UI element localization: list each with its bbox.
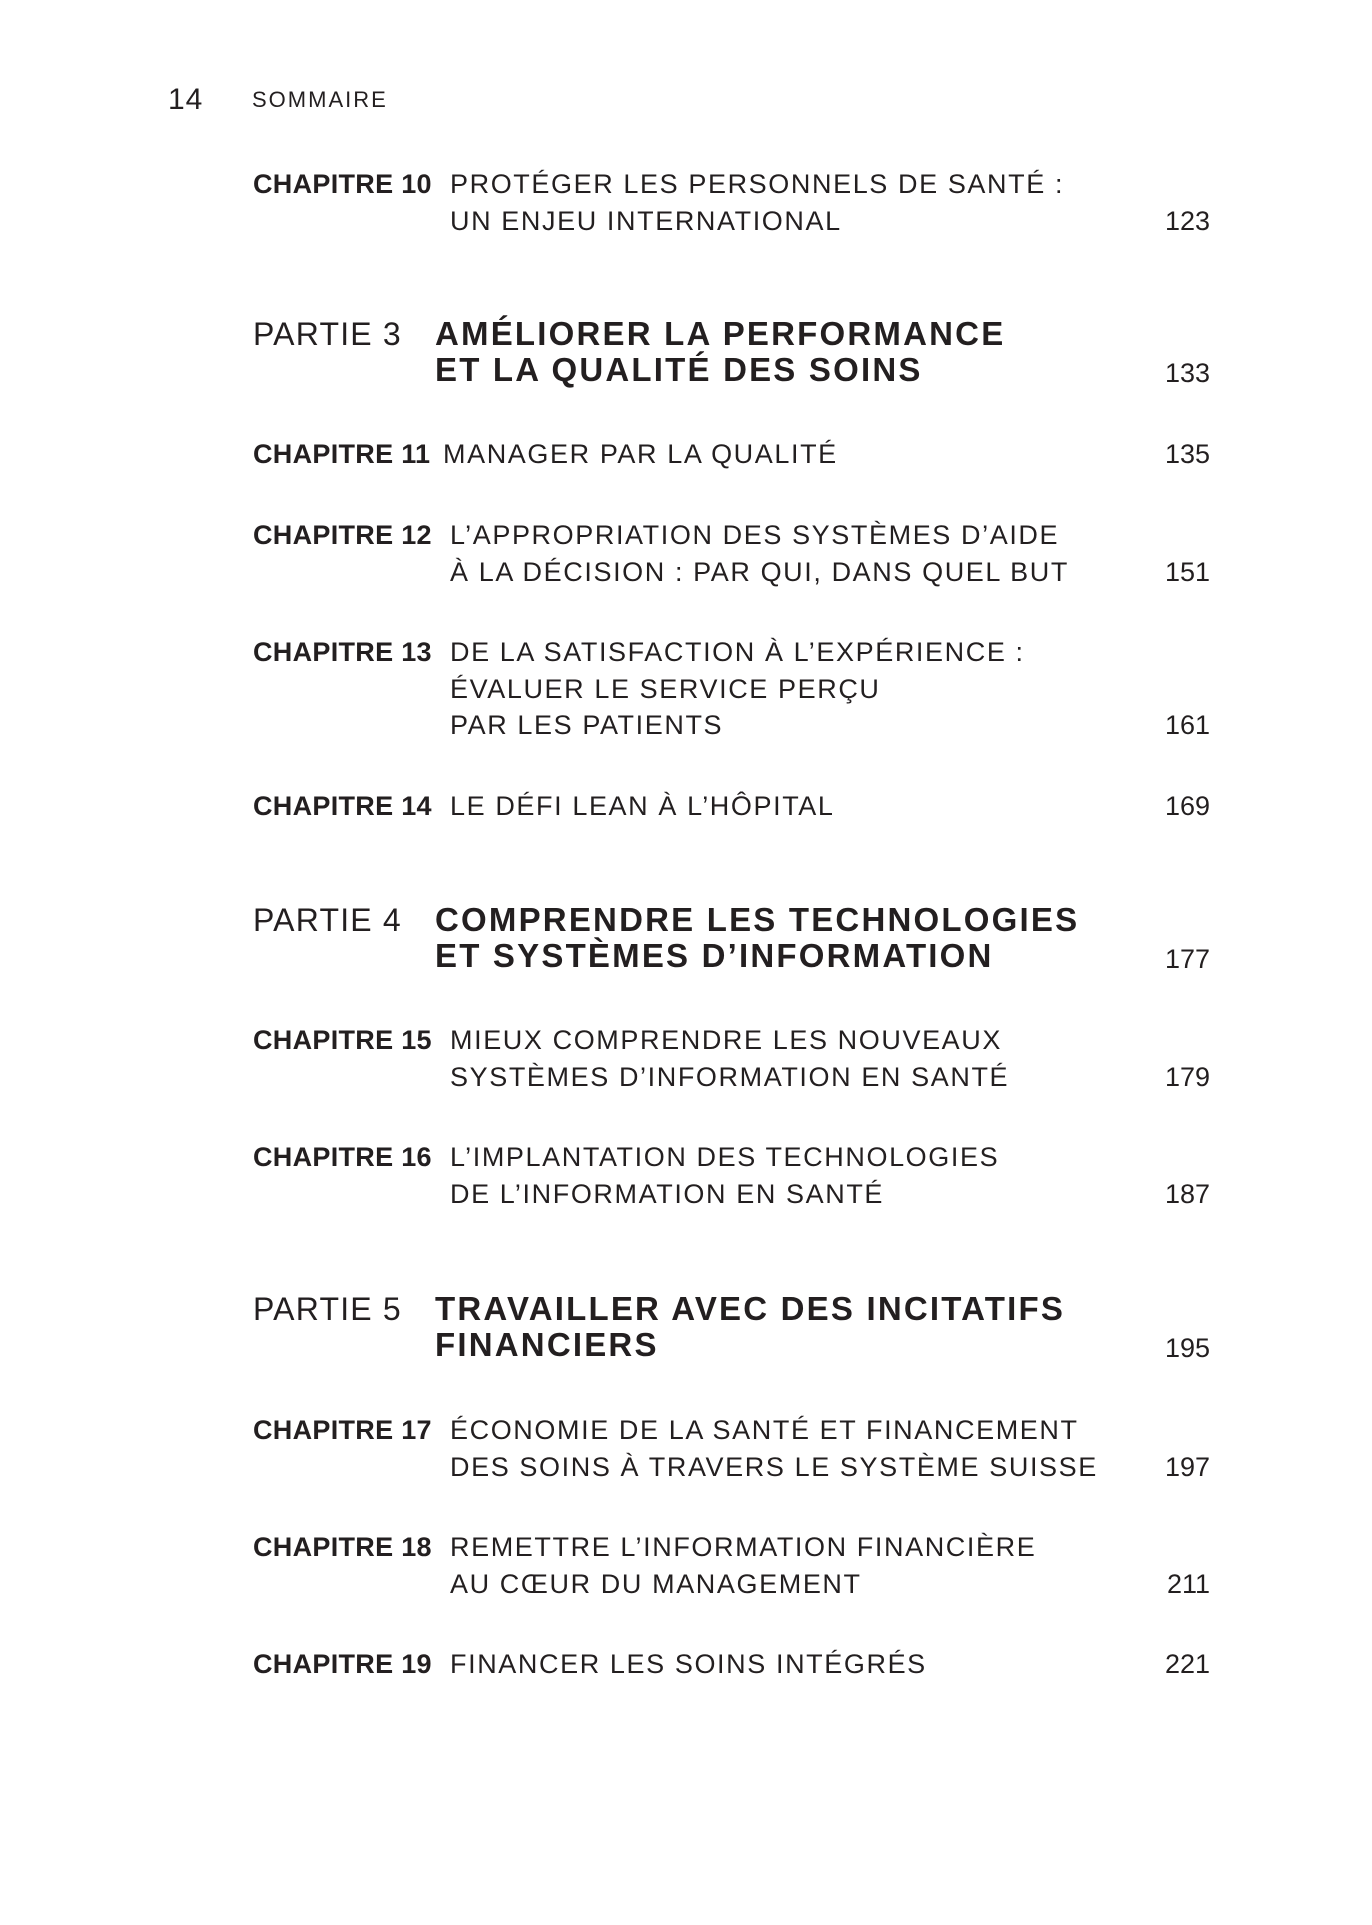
- chapter-title: [450, 166, 1064, 239]
- chapter-title: [450, 517, 1069, 590]
- toc-part-5[interactable]: [253, 1291, 1210, 1365]
- chapter-page-number: 169: [1164, 791, 1210, 821]
- part-title-line: FINANCIERS: [435, 1326, 659, 1363]
- chapter-title-line: MANAGER PAR LA QUALITÉ: [443, 439, 838, 469]
- chapter-title-line: REMETTRE L’INFORMATION FINANCIÈRE: [450, 1532, 1037, 1562]
- part-label: PARTIE 5: [253, 1291, 402, 1327]
- chapter-title: [450, 1139, 999, 1212]
- toc-chapter-13[interactable]: [253, 634, 1210, 744]
- chapter-page-number: 161: [1164, 710, 1210, 740]
- chapter-title: [450, 1412, 1098, 1485]
- chapter-label: CHAPITRE 12: [253, 520, 432, 550]
- part-label: PARTIE 3: [253, 316, 402, 352]
- chapter-title-line: PAR LES PATIENTS: [450, 710, 724, 740]
- chapter-page-number: 151: [1164, 557, 1210, 587]
- part-title-line: COMPRENDRE LES TECHNOLOGIES: [435, 901, 1080, 938]
- toc-chapter-10[interactable]: [253, 166, 1210, 240]
- chapter-title-line: PROTÉGER LES PERSONNELS DE SANTÉ :: [450, 169, 1065, 199]
- chapter-title-line: LE DÉFI LEAN À L’HÔPITAL: [450, 791, 835, 821]
- chapter-label: CHAPITRE 14: [253, 791, 432, 821]
- chapter-title-line: ÉVALUER LE SERVICE PERÇU: [450, 673, 881, 704]
- toc-chapter-18[interactable]: [253, 1529, 1210, 1603]
- chapter-label: CHAPITRE 19: [253, 1649, 432, 1679]
- chapter-title-line: L’IMPLANTATION DES TECHNOLOGIES: [450, 1142, 1000, 1172]
- part-title-line: ET SYSTÈMES D’INFORMATION: [435, 937, 994, 974]
- chapter-page-number: 221: [1164, 1649, 1210, 1679]
- chapter-title: [450, 1646, 927, 1683]
- toc-chapter-19[interactable]: [253, 1646, 1210, 1684]
- toc-chapter-14[interactable]: [253, 788, 1210, 826]
- part-title-line: AMÉLIORER LA PERFORMANCE: [435, 315, 1006, 352]
- chapter-title-line: AU CŒUR DU MANAGEMENT: [450, 1568, 862, 1599]
- running-head: SOMMAIRE: [252, 87, 388, 112]
- toc-part-3[interactable]: [253, 316, 1210, 390]
- part-page-number: 177: [1164, 944, 1210, 974]
- chapter-page-number: 197: [1164, 1452, 1210, 1482]
- part-title-line: TRAVAILLER AVEC DES INCITATIFS: [435, 1290, 1066, 1327]
- chapter-page-number: 187: [1164, 1179, 1210, 1209]
- chapter-label: CHAPITRE 13: [253, 637, 432, 667]
- chapter-title-line: DE L’INFORMATION EN SANTÉ: [450, 1178, 885, 1209]
- chapter-title-line: DE LA SATISFACTION À L’EXPÉRIENCE :: [450, 637, 1025, 667]
- part-label: PARTIE 4: [253, 902, 402, 938]
- chapter-title-line: SYSTÈMES D’INFORMATION EN SANTÉ: [450, 1061, 1010, 1092]
- part-page-number: 195: [1164, 1333, 1210, 1363]
- chapter-page-number: 123: [1164, 206, 1210, 236]
- toc-chapter-17[interactable]: [253, 1412, 1210, 1486]
- toc-chapter-16[interactable]: [253, 1139, 1210, 1213]
- chapter-title: [450, 1022, 1009, 1095]
- chapter-page-number: 179: [1164, 1062, 1210, 1092]
- chapter-title-line: DES SOINS À TRAVERS LE SYSTÈME SUISSE: [450, 1451, 1098, 1482]
- part-title: [435, 316, 1005, 388]
- toc-chapter-12[interactable]: [253, 517, 1210, 591]
- chapter-label: CHAPITRE 10: [253, 169, 432, 199]
- chapter-page-number: 135: [1164, 439, 1210, 469]
- part-title: [435, 1291, 1065, 1363]
- chapter-title-line: À LA DÉCISION : PAR QUI, DANS QUEL BUT: [450, 556, 1069, 587]
- toc-chapter-11[interactable]: [253, 436, 1210, 474]
- chapter-label: CHAPITRE 16: [253, 1142, 432, 1172]
- part-page-number: 133: [1164, 358, 1210, 388]
- chapter-title: [450, 634, 1025, 744]
- chapter-title-line: UN ENJEU INTERNATIONAL: [450, 205, 842, 236]
- chapter-label: CHAPITRE 15: [253, 1025, 432, 1055]
- chapter-title-line: L’APPROPRIATION DES SYSTÈMES D’AIDE: [450, 520, 1060, 550]
- chapter-title-line: FINANCER LES SOINS INTÉGRÉS: [450, 1649, 927, 1679]
- toc-part-4[interactable]: [253, 902, 1210, 976]
- chapter-label: CHAPITRE 17: [253, 1415, 432, 1445]
- part-title-line: ET LA QUALITÉ DES SOINS: [435, 351, 923, 388]
- toc-chapter-15[interactable]: [253, 1022, 1210, 1096]
- chapter-label: CHAPITRE 18: [253, 1532, 432, 1562]
- chapter-title: [443, 436, 838, 473]
- chapter-page-number: 211: [1166, 1569, 1210, 1599]
- chapter-title-line: MIEUX COMPRENDRE LES NOUVEAUX: [450, 1025, 1002, 1055]
- chapter-label: CHAPITRE 11: [253, 439, 431, 469]
- chapter-title: [450, 1529, 1036, 1602]
- part-title: [435, 902, 1079, 974]
- chapter-title: [450, 788, 835, 825]
- page-number: 14: [168, 83, 204, 116]
- chapter-title-line: ÉCONOMIE DE LA SANTÉ ET FINANCEMENT: [450, 1415, 1079, 1445]
